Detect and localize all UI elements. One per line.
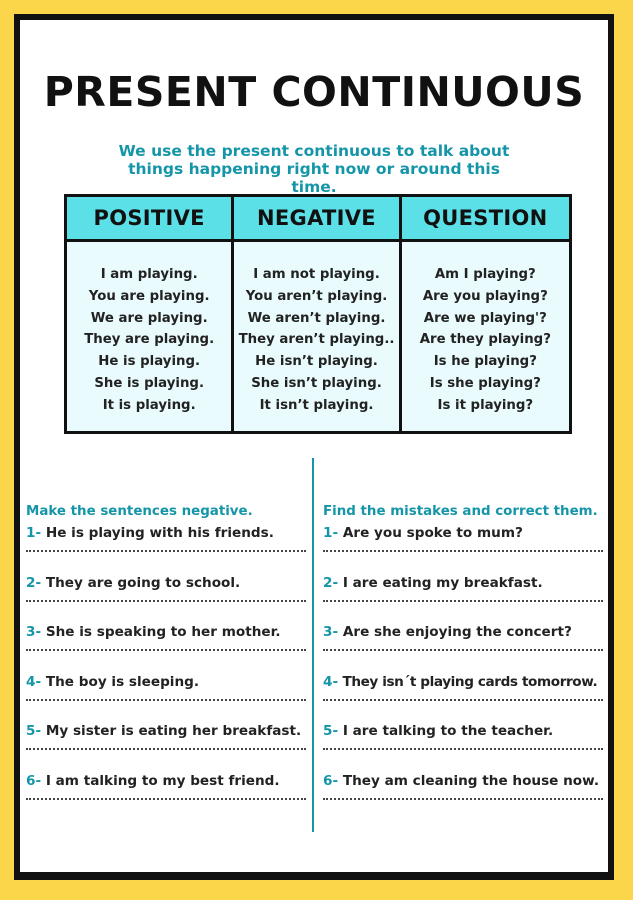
negative-row: We aren’t playing. <box>247 310 386 326</box>
item-number: 6- <box>323 772 339 789</box>
question-row: Is he playing? <box>433 354 537 370</box>
question-row: Is she playing? <box>429 375 541 391</box>
exercise-item <box>323 572 608 622</box>
item-number: 6- <box>26 772 42 789</box>
item-number: 3- <box>323 624 339 640</box>
positive-row: I am playing. <box>100 267 198 282</box>
correction-exercise-title: Find the mistakes and correct them. <box>323 504 598 519</box>
page-title: PRESENT CONTINUOUS <box>43 68 585 116</box>
positive-row: She is playing. <box>94 375 205 391</box>
exercise-item <box>323 671 608 721</box>
positive-row: It is playing. <box>102 397 196 413</box>
positive-row: They are playing. <box>84 332 215 348</box>
exercise-item <box>26 621 306 671</box>
positive-column <box>67 197 234 431</box>
positive-list <box>67 242 231 431</box>
item-number: 4- <box>323 673 339 690</box>
exercise-item <box>323 770 608 820</box>
negative-row: It isn’t playing. <box>259 397 374 413</box>
negative-header: NEGATIVE <box>234 197 398 242</box>
negative-row: She isn’t playing. <box>251 375 382 391</box>
item-number: 1- <box>323 525 339 541</box>
exercise-item <box>26 671 306 721</box>
negative-column <box>234 197 401 431</box>
intro-text: We use the present continuous to talk about things happening right now or around this time. <box>118 142 510 196</box>
answer-line[interactable] <box>323 649 603 651</box>
item-text: Are she enjoying the concert? <box>338 624 572 640</box>
exercise-item <box>323 720 608 770</box>
item-number: 2- <box>26 574 42 591</box>
answer-line[interactable] <box>323 600 603 602</box>
negative-row: They aren’t playing.. <box>238 332 395 348</box>
section-divider <box>312 458 314 832</box>
item-text: The boy is sleeping. <box>41 673 200 690</box>
item-number: 5- <box>323 723 339 739</box>
item-number: 3- <box>26 624 42 640</box>
answer-line[interactable] <box>26 649 306 651</box>
worksheet-page <box>20 20 608 872</box>
item-text: They isn´t playing cards tomorrow. <box>338 673 598 690</box>
question-row: Is it playing? <box>437 397 534 413</box>
negative-row: He isn’t playing. <box>255 354 378 370</box>
question-row: Are we playing'? <box>423 310 547 326</box>
item-text: She is speaking to her mother. <box>41 624 281 640</box>
item-number: 2- <box>323 574 339 591</box>
answer-line[interactable] <box>323 699 603 701</box>
worksheet-frame <box>14 14 614 880</box>
item-text: I are talking to the teacher. <box>338 723 554 739</box>
exercise-item <box>323 621 608 671</box>
item-text: They are going to school. <box>41 574 241 591</box>
answer-line[interactable] <box>26 550 306 552</box>
answer-line[interactable] <box>26 600 306 602</box>
answer-line[interactable] <box>323 798 603 800</box>
question-row: Am I playing? <box>434 267 536 282</box>
conjugation-table <box>64 194 572 434</box>
exercise-item <box>26 522 306 572</box>
negative-list <box>234 242 398 431</box>
question-list <box>402 242 569 431</box>
negative-row: I am not playing. <box>253 267 380 282</box>
item-text: My sister is eating her breakfast. <box>41 723 302 739</box>
item-text: I are eating my breakfast. <box>338 574 543 591</box>
negative-exercise <box>26 502 306 819</box>
item-text: He is playing with his friends. <box>41 525 274 541</box>
question-column <box>402 197 569 431</box>
question-header: QUESTION <box>402 197 569 242</box>
answer-line[interactable] <box>323 748 603 750</box>
item-text: I am talking to my best friend. <box>41 772 280 789</box>
answer-line[interactable] <box>323 550 603 552</box>
answer-line[interactable] <box>26 748 306 750</box>
question-row: Are they playing? <box>419 332 551 348</box>
item-number: 5- <box>26 723 42 739</box>
exercise-item <box>26 720 306 770</box>
item-text: They am cleaning the house now. <box>338 772 599 789</box>
question-row: Are you playing? <box>422 288 548 304</box>
negative-row: You aren’t playing. <box>245 288 388 304</box>
exercise-item <box>323 522 608 572</box>
exercise-item <box>26 572 306 622</box>
item-number: 1- <box>26 525 42 541</box>
positive-row: You are playing. <box>88 288 210 304</box>
answer-line[interactable] <box>26 798 306 800</box>
item-text: Are you spoke to mum? <box>338 525 523 541</box>
negative-exercise-title: Make the sentences negative. <box>26 504 253 519</box>
answer-line[interactable] <box>26 699 306 701</box>
positive-row: He is playing. <box>98 354 201 370</box>
item-number: 4- <box>26 673 42 690</box>
positive-header: POSITIVE <box>67 197 231 242</box>
exercise-item <box>26 770 306 820</box>
positive-row: We are playing. <box>90 310 208 326</box>
correction-exercise <box>323 502 608 819</box>
